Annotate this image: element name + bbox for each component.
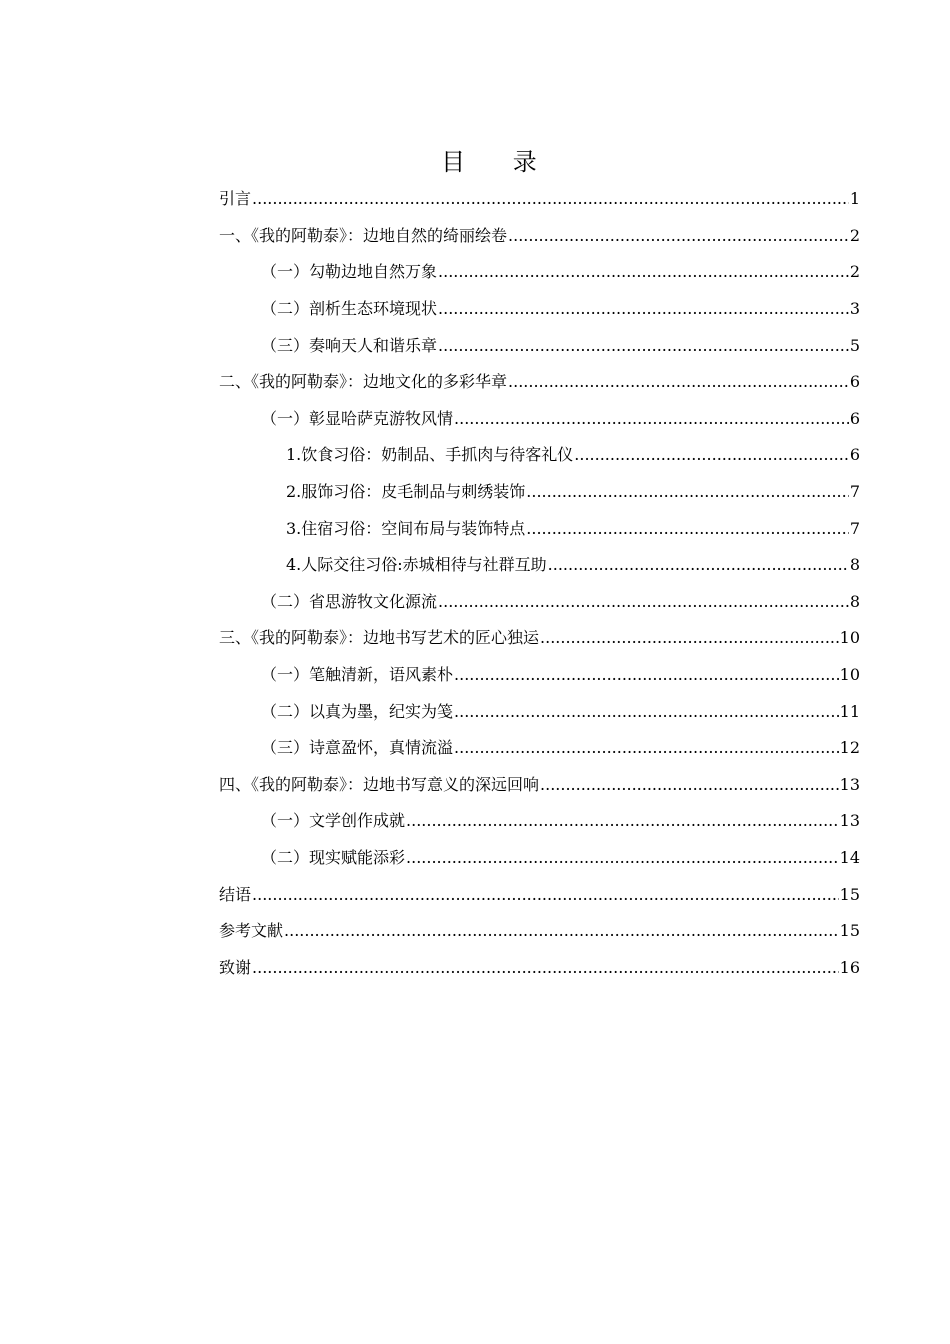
toc-entry[interactable] xyxy=(219,584,860,621)
toc-entry[interactable] xyxy=(219,620,860,657)
dot-leader xyxy=(438,592,849,612)
toc-entry-page: 8 xyxy=(849,591,860,611)
toc-entry[interactable] xyxy=(219,803,860,840)
toc-entry-text: （二）省思游牧文化源流 xyxy=(261,591,438,611)
toc-entry-text: （一）勾勒边地自然万象 xyxy=(261,262,438,282)
toc-entry[interactable] xyxy=(219,401,860,438)
toc-entry[interactable] xyxy=(219,949,860,986)
toc-entry-page: 2 xyxy=(849,262,860,282)
dot-leader xyxy=(454,409,849,429)
dot-leader xyxy=(438,262,849,282)
toc-entry-page: 6 xyxy=(849,372,860,392)
toc-entry-page: 1 xyxy=(849,189,860,209)
toc-entry-text: 一、《我的阿勒泰》：边地自然的绮丽绘卷 xyxy=(219,225,508,245)
toc-entry[interactable] xyxy=(219,181,860,218)
dot-leader xyxy=(252,958,839,978)
toc-entry[interactable] xyxy=(219,693,860,730)
toc-entry[interactable] xyxy=(219,547,860,584)
toc-entry-text: 3.住宿习俗：空间布局与装饰特点 xyxy=(286,518,526,538)
toc-entry-text: （一）彰显哈萨克游牧风情 xyxy=(261,408,454,428)
dot-leader xyxy=(526,519,849,539)
toc-entry-text: 4.人际交往习俗:赤城相待与社群互助 xyxy=(286,555,547,575)
toc-title: 目 录 xyxy=(441,148,557,176)
toc-entry-page: 10 xyxy=(839,665,860,685)
toc-entry[interactable] xyxy=(219,474,860,511)
dot-leader xyxy=(526,482,849,502)
toc-entry[interactable] xyxy=(219,254,860,291)
toc-entry[interactable] xyxy=(219,327,860,364)
toc-entry[interactable] xyxy=(219,730,860,767)
toc-entry-page: 15 xyxy=(839,884,860,904)
dot-leader xyxy=(406,848,839,868)
dot-leader xyxy=(284,921,839,941)
toc-entry[interactable] xyxy=(219,840,860,877)
toc-entry-page: 7 xyxy=(849,482,860,502)
toc-entry-text: 四、《我的阿勒泰》：边地书写意义的深远回响 xyxy=(219,774,540,794)
dot-leader xyxy=(548,555,849,575)
dot-leader xyxy=(574,445,849,465)
dot-leader xyxy=(540,775,839,795)
dot-leader xyxy=(540,628,839,648)
toc-entry-page: 6 xyxy=(849,445,860,465)
toc-entry[interactable] xyxy=(219,291,860,328)
toc-entry-page: 14 xyxy=(839,847,860,867)
toc-entry-page: 15 xyxy=(839,921,860,941)
toc-entry-page: 16 xyxy=(839,957,860,977)
toc-entry-text: （一）文学创作成就 xyxy=(261,811,406,831)
dot-leader xyxy=(406,811,839,831)
toc-entry-text: 二、《我的阿勒泰》：边地文化的多彩华章 xyxy=(219,372,508,392)
toc-entry-text: （二）剖析生态环境现状 xyxy=(261,299,438,319)
toc-entry-text: 三、《我的阿勒泰》：边地书写艺术的匠心独运 xyxy=(219,628,540,648)
dot-leader xyxy=(438,299,849,319)
dot-leader xyxy=(252,885,839,905)
toc-entry-page: 13 xyxy=(839,774,860,794)
toc-entry[interactable] xyxy=(219,437,860,474)
toc-entry[interactable] xyxy=(219,767,860,804)
toc-entry-text: 1.饮食习俗：奶制品、手抓肉与待客礼仪 xyxy=(286,445,574,465)
toc-entry-page: 6 xyxy=(849,408,860,428)
toc-entry-text: （三）诗意盈怀，真情流溢 xyxy=(261,738,454,758)
toc-entry-text: 致谢 xyxy=(219,957,252,977)
toc-entry[interactable] xyxy=(219,510,860,547)
dot-leader xyxy=(508,372,849,392)
toc-entry-text: 参考文献 xyxy=(219,921,284,941)
toc-entry-page: 3 xyxy=(849,299,860,319)
dot-leader xyxy=(508,226,849,246)
toc-entry-text: 结语 xyxy=(219,884,252,904)
toc-entry[interactable] xyxy=(219,876,860,913)
toc-entry[interactable] xyxy=(219,364,860,401)
toc-entry-page: 7 xyxy=(849,518,860,538)
toc-entry-text: （二）以真为墨，纪实为笺 xyxy=(261,701,454,721)
toc-entry-page: 8 xyxy=(849,555,860,575)
toc-entry-text: （三）奏响天人和谐乐章 xyxy=(261,335,438,355)
toc-list xyxy=(219,181,860,986)
toc-entry-page: 5 xyxy=(849,335,860,355)
toc-entry-text: 引言 xyxy=(219,189,252,209)
dot-leader xyxy=(252,189,849,209)
toc-entry-page: 2 xyxy=(849,225,860,245)
toc-entry[interactable] xyxy=(219,913,860,950)
toc-entry-page: 10 xyxy=(839,628,860,648)
dot-leader xyxy=(454,738,839,758)
toc-entry-page: 12 xyxy=(839,738,860,758)
toc-entry[interactable] xyxy=(219,657,860,694)
toc-entry[interactable] xyxy=(219,218,860,255)
dot-leader xyxy=(454,665,839,685)
dot-leader xyxy=(438,336,849,356)
toc-entry-text: 2.服饰习俗：皮毛制品与刺绣装饰 xyxy=(286,482,526,502)
dot-leader xyxy=(454,702,839,722)
toc-entry-page: 11 xyxy=(839,701,860,721)
toc-entry-text: （二）现实赋能添彩 xyxy=(261,847,406,867)
toc-entry-page: 13 xyxy=(839,811,860,831)
toc-entry-text: （一）笔触清新，语风素朴 xyxy=(261,665,454,685)
